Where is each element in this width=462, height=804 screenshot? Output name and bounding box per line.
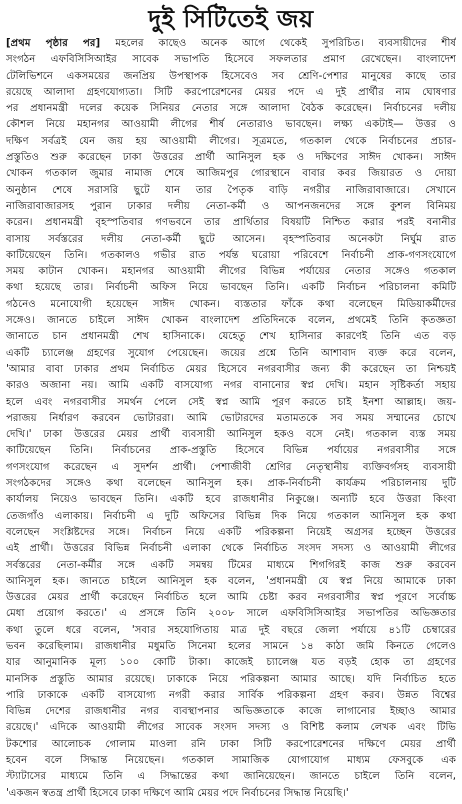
article-line: খোকন গতকাল জুমার নামাজ শেষে আজিমপুর গোরস্থানে বাবার কবর জিয়ারত ও দোয়া bbox=[6, 168, 456, 180]
article-line: স্ট্যাটাসের মাধ্যমে তিনি এ সিদ্ধান্তের কথা জানিয়েছেন। জানতে চাইলে তিনি বলেন, bbox=[6, 771, 456, 783]
article-line: কৌশল নিয়ে মহানগর আওয়ামী লীগের শীর্ষ নেতারাও ভাবছেন। লক্ষ্য একটাই— উত্তর ও bbox=[6, 119, 456, 131]
article-line: মানসিক প্রস্তুতি আমার রয়েছে। ঢাকাকে নিয়ে পরিকল্পনা আমার আছে। যদি নির্বাচিত হতে bbox=[6, 673, 456, 685]
article-line: পর প্রধানমন্ত্রী দলের কয়েক সিনিয়র নেতার সঙ্গে আলাদা বৈঠক করেছেন। নির্বাচনের দলীয় bbox=[6, 103, 456, 115]
article-line: কাটিয়েছেন তিনি। নির্বাচনের প্রাক-প্রস্তুতি হিসেবে বিভিন্ন পর্যায়ের নগরবাসীর সঙ্গে bbox=[6, 445, 456, 457]
article-line: দেখি।' ঢাকা উত্তরের মেয়র প্রার্থী ব্যবসায়ী আনিসুল হকও বসে নেই। গতকাল ব্যস্ত সময় bbox=[6, 429, 456, 441]
article-line: কার্যালয় নিয়েও ভাবছেন তিনি। একটি হবে রাজধানীর নিকুঞ্জে। অন্যটি হবে উত্তরা কিংবা bbox=[6, 494, 456, 506]
article-line: সংগঠকদের সঙ্গেও কথা বলেছেন আনিসুল হক। প্রাক-নির্বাচনী কার্যক্রম পরিচালনায় দুটি bbox=[6, 478, 456, 490]
article-line: মেধা প্রয়োগ করতে।' এ প্রসঙ্গে তিনি ২০০৮ সালে এফবিসিসিআইর সভাপতির অভিজ্ঞতার bbox=[6, 608, 456, 620]
article-line: 'একজন স্বতন্ত্র প্রার্থী হিসেবে ঢাকা দক্ষিণে আমি মেয়র পদে নির্বাচনের সিদ্ধান্ত নিয়েছি।' bbox=[6, 787, 349, 799]
article-line: অনুষ্ঠান শেষে সরাসরি ছুটে যান তার পৈতৃক বাড়ি নগরীর নাজিরাবাজারে। সেখানে bbox=[6, 184, 456, 196]
article-line: [প্রথম পৃষ্ঠার পর] মহলের কাছেও অনেক আগে থেকেই সুপরিচিত। ব্যবসায়ীদের শীর্ষ bbox=[6, 38, 456, 49]
article-line: প্রস্তুতিও শুরু করেছেন ঢাকা উত্তরের প্রার্থী আনিসুল হক ও দক্ষিণের সাঈদ খোকন। সাঈদ bbox=[6, 152, 456, 164]
article-line: পারি ঢাকাকে একটি বাসযোগ্য নগরী করার সার্বিক পরিকল্পনা গ্রহণ করব। উন্নত বিশ্বের bbox=[6, 689, 456, 701]
article-line: টেলিভিশনে একসময়ের জনপ্রিয় উপস্থাপক হিসেবেও সব শ্রেণি-পেশার মানুষের কাছে তার bbox=[6, 70, 456, 82]
article-line: রয়েছে।' এদিকে আওয়ামী লীগের সাবেক সংসদ সদস্য ও বিশিষ্ট কলাম লেখক এবং টিভি bbox=[6, 722, 456, 734]
article-line: কাটিয়েছেন তিনি। গতকালও গভীর রাত পর্যন্ত ঘরোয়া পরিবেশে নির্বাচনী প্রাক-গণসংযোগে bbox=[6, 249, 456, 261]
article-line: বাসায় সর্বস্তরের দলীয় নেতা-কর্মী ছুটে আসেন। বৃহস্পতিবার অনেকটা নির্ঘুম রাত bbox=[6, 233, 456, 245]
article-line: গণসংযোগ করেছেন এ সুদর্শন প্রার্থী। পেশাজীবী শ্রেণির নেতৃস্থানীয় ব্যক্তিবর্গসহ ব্যবসায়ী bbox=[6, 461, 456, 473]
article-line: হবেন বলে সিদ্ধান্ত নিয়েছেন। গতকাল সামাজিক যোগাযোগ মাধ্যম ফেসবুকে এক bbox=[6, 755, 456, 767]
article-line: নাজিরাবাজারসহ পুরান ঢাকার দলীয় নেতা-কর্মী ও আপনজনদের সঙ্গে কুশল বিনিময় bbox=[6, 200, 456, 212]
article-body bbox=[6, 36, 456, 802]
article-line: সঙ্গেও। জানতে চাইলে সাঈদ খোকন বাংলাদেশ প্রতিদিনকে বলেন, প্রথমেই তিনি কৃতজ্ঞতা bbox=[6, 315, 456, 327]
lead-in: [প্রথম পৃষ্ঠার পর] bbox=[6, 38, 116, 49]
article-line: তেজগাঁও এলাকায়। নির্বাচনী এ দুটি অফিসের বিভিন্ন দিক নিয়ে গতকাল আনিসুল হক কথা bbox=[6, 510, 456, 522]
article-line: একটি চ্যালেঞ্জ গ্রহণের সুযোগ পেয়েছেন। জয়ের প্রশ্নে তিনি আশাবাদ ব্যক্ত করে বলেন, bbox=[6, 347, 456, 359]
article-line: বলেছেন সংশ্লিষ্টদের সঙ্গে। নির্বাচন নিয়ে একটি পরিকল্পনা নিয়েই অগ্রসর হচ্ছেন উত্তরের bbox=[6, 526, 456, 538]
article-line: কারও অজানা নয়। আমি একটি বাসযোগ্য নগর বানানোর স্বপ্ন দেখি। মহান সৃষ্টিকর্তা সহায় bbox=[6, 380, 456, 392]
article-line: সময় কাটান খোকন। মহানগর আওয়ামী লীগের বিভিন্ন পর্যায়ের নেতার সঙ্গেও গতকাল bbox=[6, 266, 456, 278]
article-line: 'আমার বাবা ঢাকার প্রথম নির্বাচিত মেয়র হিসেবে নগরবাসীর জন্য কী করেছেন তা নিশ্চয়ই bbox=[6, 363, 456, 375]
article-line: হলে এবং নগরবাসীর সমর্থন পেলে সেই স্বপ্ন আমি পূরণ করতে চাই ইনশা আল্লাহ। জয়- bbox=[6, 396, 456, 408]
article-line: দক্ষিণ সর্বত্রই যেন জয় হয় আওয়ামী লীগের। সূত্রমতে, গতকাল থেকে নির্বাচনের প্রচার- bbox=[6, 135, 456, 147]
article-line: সর্বস্তরের নেতা-কর্মীর সঙ্গে একটি সমন্বয় টিমের মাধ্যমে শিগগিরই কাজ শুরু করবেন bbox=[6, 559, 456, 571]
headline: দুই সিটিতেই জয় bbox=[148, 4, 314, 33]
article-line: জানাতে চান প্রধানমন্ত্রী শেখ হাসিনাকে। যেহেতু শেখ হাসিনার কারণেই তিনি এত বড় bbox=[6, 331, 456, 343]
article-line: বিভিন্ন দেশের রাজধানীর নগর ব্যবস্থাপনার অভিজ্ঞতাকে কাজে লাগানোর ইচ্ছাও আমার bbox=[6, 706, 456, 718]
article-line: রয়েছে আলাদা গ্রহণযোগ্যতা। সিটি করপোরেশনের মেয়র পদে এ দুই প্রার্থীর নাম ঘোষণার bbox=[6, 86, 456, 98]
article-line: করেন। প্রধানমন্ত্রী বৃহস্পতিবার গণভবনে তার প্রার্থিতার বিষয়টি নিশ্চিত করার পরই বনানীর bbox=[6, 217, 456, 229]
article-line: সংগঠন এফবিসিসিআইর সাবেক সভাপতি হিসেবে সফলতার প্রমাণ রেখেছেন। বাংলাদেশ bbox=[6, 54, 456, 66]
article-line: আনিসুল হক। জানতে চাইলে আনিসুল হক বলেন, 'প্রধানমন্ত্রী যে স্বপ্ন নিয়ে আমাকে ঢাকা bbox=[6, 575, 456, 587]
article-line: পরাজয় নির্ধারণ করবেন ভোটাররা। আমি ভোটারদের মতামতকে সব সময় সম্মানের চোখে bbox=[6, 412, 456, 424]
article-line: যার আনুমানিক মূল্য ১০০ কোটি টাকা। কাজেই চ্যালেঞ্জ যত বড়ই হোক তা গ্রহণের bbox=[6, 657, 456, 669]
article-line: উত্তরের মেয়র প্রার্থী করেছেন নির্বাচিত হলে আমি চেষ্টা করব নগরবাসীর স্বপ্ন পূরণে সর্বোচ্চ bbox=[6, 592, 456, 604]
article-line: কথা তুলে ধরে বলেন, 'সবার সহযোগিতায় মাত্র দুই বছরে জেলা পর্যায়ে ৪১টি চেম্বারের bbox=[6, 624, 456, 636]
article-line: কথা হয়েছে তার। নির্বাচনী অফিস নিয়ে ভাবছেন তিনি। একটি নির্বাচন পরিচালনা কমিটি bbox=[6, 282, 456, 294]
article-line: টকশোর আলোচক গোলাম মাওলা রনি ঢাকা সিটি করপোরেশনের দক্ষিণে মেয়র প্রার্থী bbox=[6, 738, 456, 750]
article-line: ভবন করেছিলাম। রাজধানীর মধুমতি সিনেমা হলের সামনে ১৪ কাঠা জমি কিনতে গেলেও bbox=[6, 640, 456, 652]
article-line: গঠনেও মনোযোগী হয়েছেন সাঈদ খোকন। ব্যস্ততার ফাঁকে কথা বলেছেন মিডিয়াকর্মীদের bbox=[6, 298, 456, 310]
article-line: এই প্রার্থী। উত্তরের বিভিন্ন নির্বাচনী এলাকা থেকে নির্বাচিত সংসদ সদস্য ও আওয়ামী লীগের bbox=[6, 543, 456, 555]
